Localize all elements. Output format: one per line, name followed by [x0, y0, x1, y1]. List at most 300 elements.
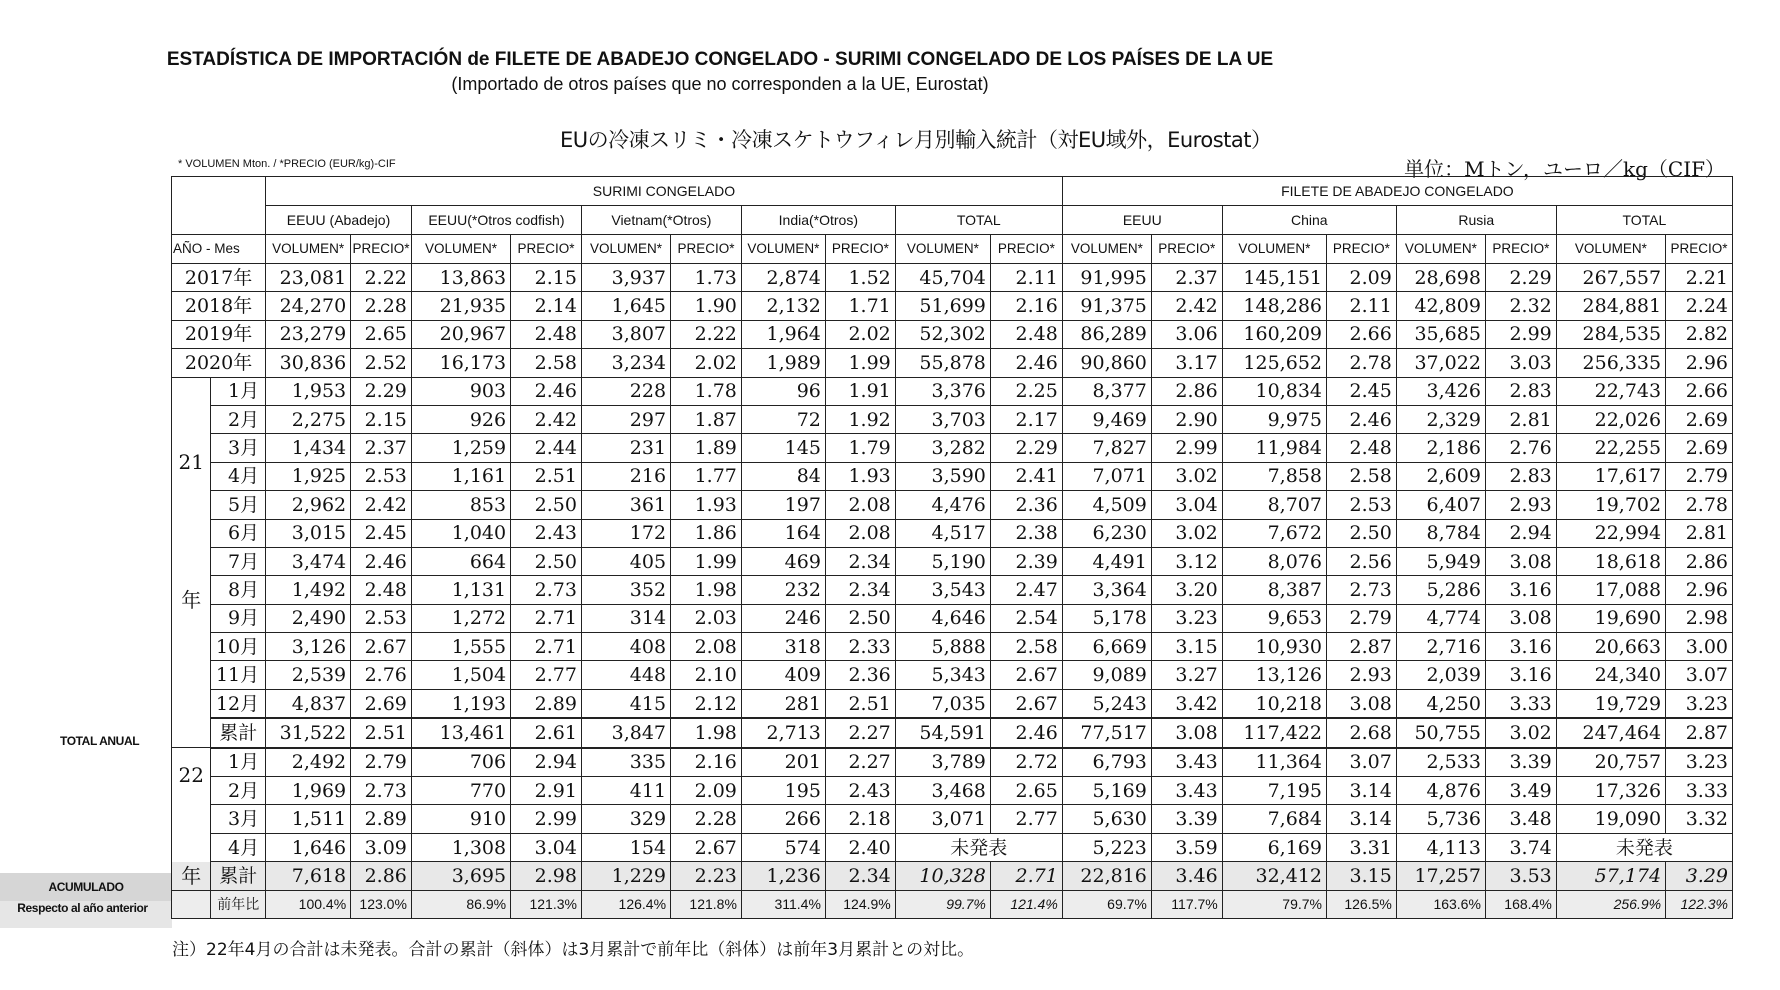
volumen-cell: 7,071: [1062, 462, 1151, 490]
precio-cell: 2.76: [1485, 434, 1556, 462]
volumen-cell: 231: [581, 434, 670, 462]
precio-cell: 2.93: [1327, 661, 1397, 689]
month-row-2021: [172, 689, 1733, 718]
volumen-cell: 2,962: [266, 491, 351, 519]
month-row-2021: [172, 377, 1733, 405]
volumen-cell: 17,088: [1556, 576, 1665, 604]
month-row-2022: [172, 777, 1733, 805]
volumen-header: VOLUMEN*: [411, 235, 510, 264]
volumen-cell: 1,953: [266, 377, 351, 405]
volumen-cell: 408: [581, 633, 670, 661]
volumen-cell: 19,729: [1556, 689, 1665, 718]
volumen-cell: 5,178: [1062, 604, 1151, 632]
volumen-cell: 335: [581, 748, 670, 777]
volumen-cell: 22,026: [1556, 405, 1665, 433]
precio-cell: 2.79: [1666, 462, 1733, 490]
precio-cell: 3.07: [1666, 661, 1733, 689]
precio-cell: 2.83: [1485, 462, 1556, 490]
volumen-cell: 6,669: [1062, 633, 1151, 661]
precio-cell: 2.22: [351, 264, 412, 292]
volumen-cell: 2,039: [1396, 661, 1485, 689]
volumen-cell: 55,878: [895, 349, 990, 377]
volumen-cell: 1,646: [266, 833, 351, 861]
precio-cell: 2.43: [825, 777, 895, 805]
month-row-2021: [172, 633, 1733, 661]
precio-cell: 2.34: [825, 547, 895, 575]
comparison-row: [172, 890, 1733, 918]
month-label: 1月: [211, 748, 266, 777]
volumen-cell: 30,836: [266, 349, 351, 377]
volumen-cell: 9,469: [1062, 405, 1151, 433]
volumen-cell: 10,930: [1222, 633, 1326, 661]
precio-cell: 1.92: [825, 405, 895, 433]
precio-cell: 2.89: [351, 805, 412, 833]
precio-cell: 2.89: [511, 689, 582, 718]
precio-cell: 3.48: [1485, 805, 1556, 833]
group-header: India(*Otros): [741, 206, 895, 235]
volumen-cell: 4,646: [895, 604, 990, 632]
total-anual-row: [172, 718, 1733, 747]
volumen-cell: 2,329: [1396, 405, 1485, 433]
precio-cell: 3.16: [1485, 633, 1556, 661]
volumen-cell: 6,407: [1396, 491, 1485, 519]
volumen-cell: 409: [741, 661, 825, 689]
precio-cell: 2.47: [990, 576, 1062, 604]
volumen-cell: 415: [581, 689, 670, 718]
volumen-cell: 51,699: [895, 292, 990, 320]
volumen-cell: 13,863: [411, 264, 510, 292]
volumen-cell: 125,652: [1222, 349, 1326, 377]
footnote: 注）22年4月の合計は未発表。合計の累計（斜体）は3月累計で前年比（斜体）は前年3月累計との対比。: [172, 940, 975, 960]
volumen-cell: 57,174: [1556, 862, 1665, 890]
precio-cell: 2.36: [825, 661, 895, 689]
volumen-cell: 3,789: [895, 748, 990, 777]
month-label: 2月: [211, 777, 266, 805]
volumen-header: VOLUMEN*: [266, 235, 351, 264]
precio-cell: 2.91: [511, 777, 582, 805]
volumen-cell: 148,286: [1222, 292, 1326, 320]
precio-cell: 1.71: [825, 292, 895, 320]
precio-cell: 2.98: [511, 862, 582, 890]
volumen-cell: 10,834: [1222, 377, 1326, 405]
volumen-cell: 117,422: [1222, 718, 1326, 747]
volumen-cell: 54,591: [895, 718, 990, 747]
precio-cell: 2.23: [671, 862, 742, 890]
precio-cell: 3.08: [1151, 718, 1222, 747]
annual-row: [172, 349, 1733, 377]
volumen-cell: 4,113: [1396, 833, 1485, 861]
precio-cell: 3.42: [1151, 689, 1222, 718]
precio-cell: 2.58: [990, 633, 1062, 661]
precio-cell: 2.42: [351, 491, 412, 519]
precio-cell: 2.21: [1666, 264, 1733, 292]
volumen-cell: 4,509: [1062, 491, 1151, 519]
precio-cell: 3.08: [1485, 604, 1556, 632]
precio-cell: 2.46: [511, 377, 582, 405]
volumen-cell: 5,888: [895, 633, 990, 661]
volumen-cell: 91,995: [1062, 264, 1151, 292]
precio-cell: 2.08: [825, 491, 895, 519]
precio-cell: 3.23: [1151, 604, 1222, 632]
precio-cell: 2.50: [511, 491, 582, 519]
precio-cell: 3.09: [351, 833, 412, 861]
precio-cell: 2.65: [351, 320, 412, 348]
volumen-cell: 24,340: [1556, 661, 1665, 689]
precio-header: PRECIO*: [1151, 235, 1222, 264]
month-row-2021: [172, 547, 1733, 575]
volumen-cell: 86.9%: [411, 890, 510, 918]
precio-cell: 2.77: [990, 805, 1062, 833]
volumen-cell: 3,234: [581, 349, 670, 377]
month-label: 8月: [211, 576, 266, 604]
month-row-2022: [172, 748, 1733, 777]
volumen-cell: 77,517: [1062, 718, 1151, 747]
month-row-2021: [172, 462, 1733, 490]
volumen-cell: 284,535: [1556, 320, 1665, 348]
month-label: 10月: [211, 633, 266, 661]
volumen-cell: 1,989: [741, 349, 825, 377]
month-label: 6月: [211, 519, 266, 547]
precio-cell: 3.27: [1151, 661, 1222, 689]
precio-cell: 1.87: [671, 405, 742, 433]
volumen-cell: 32,412: [1222, 862, 1326, 890]
precio-cell: 2.67: [990, 661, 1062, 689]
precio-cell: 2.48: [511, 320, 582, 348]
annual-row: [172, 320, 1733, 348]
volumen-cell: 5,949: [1396, 547, 1485, 575]
precio-cell: 2.43: [511, 519, 582, 547]
volumen-cell: 31,522: [266, 718, 351, 747]
precio-cell: 2.51: [825, 689, 895, 718]
acumulado-label: ACUMULADO: [48, 880, 124, 894]
volumen-header: VOLUMEN*: [1556, 235, 1665, 264]
precio-cell: 2.24: [1666, 292, 1733, 320]
volumen-header: VOLUMEN*: [581, 235, 670, 264]
volumen-cell: 329: [581, 805, 670, 833]
volumen-cell: 314: [581, 604, 670, 632]
precio-cell: 2.58: [1327, 462, 1397, 490]
precio-cell: 2.41: [990, 462, 1062, 490]
month-row-2021: [172, 519, 1733, 547]
volumen-cell: 18,618: [1556, 547, 1665, 575]
precio-cell: 1.98: [671, 576, 742, 604]
volumen-cell: 21,935: [411, 292, 510, 320]
precio-cell: 1.93: [671, 491, 742, 519]
precio-cell: 2.40: [825, 833, 895, 861]
precio-cell: 2.56: [1327, 547, 1397, 575]
precio-cell: 2.46: [351, 547, 412, 575]
month-row-2021: [172, 491, 1733, 519]
precio-cell: 2.69: [1666, 405, 1733, 433]
corner-cell: [172, 177, 266, 235]
precio-cell: 1.93: [825, 462, 895, 490]
volumen-cell: 20,757: [1556, 748, 1665, 777]
volumen-cell: 4,476: [895, 491, 990, 519]
precio-cell: 3.23: [1666, 689, 1733, 718]
precio-cell: 3.74: [1485, 833, 1556, 861]
volumen-cell: 5,286: [1396, 576, 1485, 604]
precio-cell: 2.98: [1666, 604, 1733, 632]
precio-cell: 2.78: [1666, 491, 1733, 519]
precio-cell: 2.67: [351, 633, 412, 661]
month-row-2021: [172, 434, 1733, 462]
month-label: 11月: [211, 661, 266, 689]
precio-cell: 2.34: [825, 862, 895, 890]
volumen-cell: 24,270: [266, 292, 351, 320]
precio-cell: 1.77: [671, 462, 742, 490]
precio-cell: 3.02: [1151, 519, 1222, 547]
volumen-cell: 3,015: [266, 519, 351, 547]
volumen-cell: 7,618: [266, 862, 351, 890]
precio-cell: 3.12: [1151, 547, 1222, 575]
volumen-cell: 1,492: [266, 576, 351, 604]
precio-cell: 3.49: [1485, 777, 1556, 805]
year-label: 2019年: [172, 320, 266, 348]
volumen-cell: 216: [581, 462, 670, 490]
precio-cell: 2.28: [351, 292, 412, 320]
volumen-cell: 297: [581, 405, 670, 433]
precio-cell: 2.38: [990, 519, 1062, 547]
volumen-cell: 23,081: [266, 264, 351, 292]
precio-cell: 2.61: [511, 718, 582, 747]
volumen-cell: 72: [741, 405, 825, 433]
volumen-cell: 19,702: [1556, 491, 1665, 519]
precio-cell: 2.34: [825, 576, 895, 604]
precio-cell: 2.32: [1485, 292, 1556, 320]
volumen-cell: 69.7%: [1062, 890, 1151, 918]
precio-cell: 2.27: [825, 748, 895, 777]
volumen-cell: 3,468: [895, 777, 990, 805]
volumen-cell: 160,209: [1222, 320, 1326, 348]
volumen-cell: 4,517: [895, 519, 990, 547]
volumen-cell: 1,272: [411, 604, 510, 632]
volumen-cell: 3,937: [581, 264, 670, 292]
precio-cell: 2.45: [1327, 377, 1397, 405]
precio-cell: 3.46: [1151, 862, 1222, 890]
volumen-cell: 903: [411, 377, 510, 405]
precio-cell: 3.03: [1485, 349, 1556, 377]
volumen-cell: 4,491: [1062, 547, 1151, 575]
volumen-cell: 90,860: [1062, 349, 1151, 377]
volumen-cell: 8,387: [1222, 576, 1326, 604]
volumen-cell: 1,131: [411, 576, 510, 604]
precio-cell: 2.39: [990, 547, 1062, 575]
precio-header: PRECIO*: [990, 235, 1062, 264]
volumen-cell: 1,511: [266, 805, 351, 833]
volumen-cell: 2,533: [1396, 748, 1485, 777]
month-label: 2月: [211, 405, 266, 433]
precio-cell: 2.11: [990, 264, 1062, 292]
month-row-2022: [172, 805, 1733, 833]
precio-cell: 2.73: [351, 777, 412, 805]
volumen-cell: 22,255: [1556, 434, 1665, 462]
precio-cell: 2.83: [1485, 377, 1556, 405]
precio-cell: 2.42: [1151, 292, 1222, 320]
precio-cell: 2.99: [1485, 320, 1556, 348]
precio-cell: 2.99: [1151, 434, 1222, 462]
volumen-cell: 2,490: [266, 604, 351, 632]
precio-cell: 2.73: [511, 576, 582, 604]
volumen-cell: 9,653: [1222, 604, 1326, 632]
precio-cell: 2.11: [1327, 292, 1397, 320]
precio-cell: 3.43: [1151, 748, 1222, 777]
volumen-cell: 853: [411, 491, 510, 519]
page-title: ESTADÍSTICA DE IMPORTACIÓN de FILETE DE ABADEJO CONGELADO - SURIMI CONGELADO DE LOS PAÍSES DE LA UE: [166, 49, 1274, 70]
precio-header: PRECIO*: [825, 235, 895, 264]
month-row-2021: [172, 405, 1733, 433]
precio-cell: 3.29: [1666, 862, 1733, 890]
precio-cell: 3.17: [1151, 349, 1222, 377]
volumen-cell: 3,474: [266, 547, 351, 575]
precio-cell: 2.53: [351, 604, 412, 632]
volumen-cell: 4,774: [1396, 604, 1485, 632]
precio-cell: 124.9%: [825, 890, 895, 918]
volumen-cell: 246: [741, 604, 825, 632]
precio-cell: 2.68: [1327, 718, 1397, 747]
precio-cell: 1.99: [825, 349, 895, 377]
precio-cell: 3.00: [1666, 633, 1733, 661]
volumen-cell: 256.9%: [1556, 890, 1665, 918]
volumen-cell: 1,504: [411, 661, 510, 689]
precio-cell: 2.72: [990, 748, 1062, 777]
precio-cell: 3.04: [511, 833, 582, 861]
precio-cell: 3.33: [1666, 777, 1733, 805]
precio-cell: 2.02: [825, 320, 895, 348]
precio-cell: 2.87: [1666, 718, 1733, 747]
precio-cell: 3.53: [1485, 862, 1556, 890]
volumen-cell: 17,326: [1556, 777, 1665, 805]
volumen-cell: 2,874: [741, 264, 825, 292]
precio-cell: 1.52: [825, 264, 895, 292]
precio-cell: 2.25: [990, 377, 1062, 405]
year-suffix-21: 年: [181, 588, 202, 613]
units-note: * VOLUMEN Mton. / *PRECIO (EUR/kg)-CIF: [178, 158, 396, 170]
volumen-cell: 7,858: [1222, 462, 1326, 490]
precio-cell: 2.79: [351, 748, 412, 777]
volumen-cell: 19,090: [1556, 805, 1665, 833]
precio-cell: 1.89: [671, 434, 742, 462]
precio-cell: 2.50: [1327, 519, 1397, 547]
precio-cell: 2.53: [351, 462, 412, 490]
precio-header: PRECIO*: [1327, 235, 1397, 264]
precio-cell: 2.08: [671, 633, 742, 661]
volumen-cell: 1,193: [411, 689, 510, 718]
volumen-cell: 23,279: [266, 320, 351, 348]
annual-row: [172, 264, 1733, 292]
precio-cell: 2.66: [1327, 320, 1397, 348]
precio-cell: 2.71: [990, 862, 1062, 890]
precio-cell: 2.15: [511, 264, 582, 292]
unpublished-cell: 未発表: [1556, 833, 1732, 861]
volumen-cell: 2,716: [1396, 633, 1485, 661]
precio-cell: 3.02: [1485, 718, 1556, 747]
volumen-cell: 9,975: [1222, 405, 1326, 433]
volumen-cell: 1,236: [741, 862, 825, 890]
precio-cell: 2.12: [671, 689, 742, 718]
precio-cell: 2.94: [1485, 519, 1556, 547]
unit-label-jp: 単位：Mトン，ユーロ／kg（CIF）: [1404, 157, 1725, 181]
volumen-cell: 8,076: [1222, 547, 1326, 575]
precio-cell: 2.14: [511, 292, 582, 320]
volumen-cell: 5,736: [1396, 805, 1485, 833]
volumen-cell: 164: [741, 519, 825, 547]
group-header: EEUU(*Otros codfish): [411, 206, 581, 235]
month-row-2021: [172, 661, 1733, 689]
annual-row: [172, 292, 1733, 320]
import-statistics-table: [171, 176, 1733, 919]
volumen-cell: 3,695: [411, 862, 510, 890]
volumen-cell: 1,161: [411, 462, 510, 490]
precio-cell: 2.81: [1485, 405, 1556, 433]
volumen-header: VOLUMEN*: [1396, 235, 1485, 264]
volumen-cell: 2,539: [266, 661, 351, 689]
precio-cell: 2.65: [990, 777, 1062, 805]
precio-cell: 2.46: [990, 718, 1062, 747]
volumen-cell: 45,704: [895, 264, 990, 292]
precio-cell: 2.36: [990, 491, 1062, 519]
volumen-cell: 3,847: [581, 718, 670, 747]
precio-cell: 2.09: [671, 777, 742, 805]
month-row-2022-april: [172, 833, 1733, 861]
year-label: 2018年: [172, 292, 266, 320]
precio-cell: 2.27: [825, 718, 895, 747]
year-label: 2020年: [172, 349, 266, 377]
precio-cell: 2.86: [351, 862, 412, 890]
volumen-cell: 1,229: [581, 862, 670, 890]
volumen-cell: 79.7%: [1222, 890, 1326, 918]
volumen-cell: 7,035: [895, 689, 990, 718]
precio-cell: 2.37: [1151, 264, 1222, 292]
volumen-cell: 1,925: [266, 462, 351, 490]
volumen-cell: 84: [741, 462, 825, 490]
precio-cell: 2.08: [825, 519, 895, 547]
volumen-cell: 13,461: [411, 718, 510, 747]
group-header: Rusia: [1396, 206, 1556, 235]
volumen-cell: 16,173: [411, 349, 510, 377]
year-label-21: 21: [178, 450, 204, 475]
month-label: 12月: [211, 689, 266, 718]
japanese-title: EUの冷凍スリミ・冷凍スケトウフィレ月別輸入統計（対EU域外，Eurostat）: [560, 128, 1272, 152]
volumen-cell: 5,190: [895, 547, 990, 575]
precio-cell: 3.06: [1151, 320, 1222, 348]
group-header: China: [1222, 206, 1396, 235]
volumen-cell: 3,703: [895, 405, 990, 433]
precio-cell: 2.67: [671, 833, 742, 861]
volumen-cell: 281: [741, 689, 825, 718]
precio-cell: 3.15: [1151, 633, 1222, 661]
volumen-cell: 267,557: [1556, 264, 1665, 292]
volumen-cell: 4,837: [266, 689, 351, 718]
volumen-cell: 99.7%: [895, 890, 990, 918]
volumen-cell: 3,126: [266, 633, 351, 661]
volumen-cell: 6,793: [1062, 748, 1151, 777]
volumen-cell: 311.4%: [741, 890, 825, 918]
precio-cell: 168.4%: [1485, 890, 1556, 918]
volumen-cell: 1,645: [581, 292, 670, 320]
surimi-header: SURIMI CONGELADO: [266, 177, 1063, 206]
volumen-cell: 91,375: [1062, 292, 1151, 320]
volumen-cell: 448: [581, 661, 670, 689]
volumen-cell: 145,151: [1222, 264, 1326, 292]
precio-cell: 2.29: [990, 434, 1062, 462]
respecto-label: Respecto al año anterior: [17, 901, 148, 915]
volumen-cell: 4,250: [1396, 689, 1485, 718]
precio-cell: 2.78: [1327, 349, 1397, 377]
precio-cell: 2.90: [1151, 405, 1222, 433]
precio-cell: 2.48: [1327, 434, 1397, 462]
volumen-cell: 5,243: [1062, 689, 1151, 718]
month-label: 4月: [211, 833, 266, 861]
